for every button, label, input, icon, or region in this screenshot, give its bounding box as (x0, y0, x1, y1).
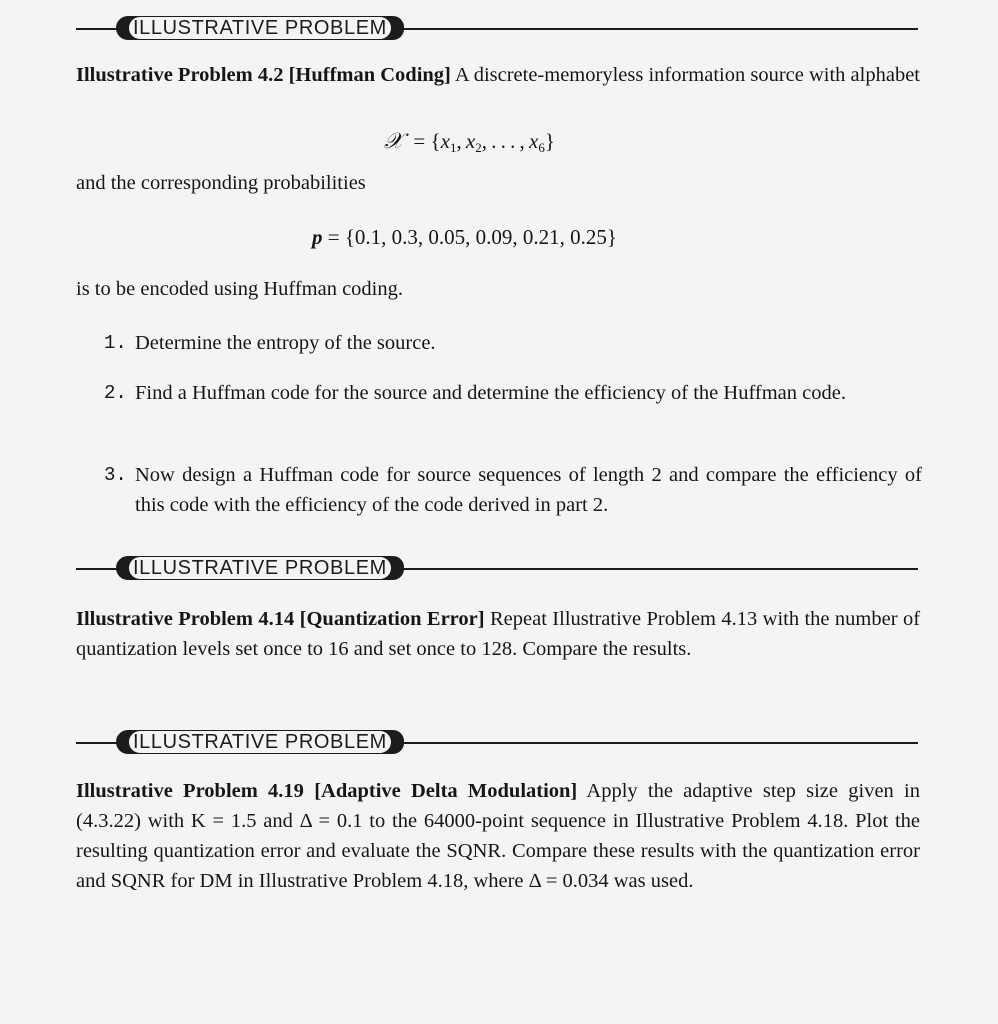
problem-4-14-body: Repeat Illustrative Problem 4.13 with the number of quantization levels set once to 16 and set once to 128. Compare the results. (76, 608, 921, 660)
list-item-number: 3. (104, 464, 127, 486)
list-item-text: Find a Huffman code for the source and determine the efficiency of the Huffman code. (135, 382, 846, 404)
banner-label (116, 556, 404, 580)
list-item-number: 2. (104, 382, 127, 404)
banner-label-text: ILLUSTRATIVE PROBLEM (129, 731, 391, 753)
alphabet-set: = {$x_1$, $x_2$, . . . , $x_6$} (408, 129, 555, 155)
problem-4-14 (76, 604, 920, 664)
list-item-number: 1. (104, 332, 127, 354)
probabilities-intro: and the corresponding probabilities (76, 172, 366, 194)
problem-4-2-topic: [Huffman Coding] (288, 64, 451, 86)
problem-4-14-topic: [Quantization Error] (299, 608, 485, 630)
prob-symbol: p (312, 225, 323, 249)
probability-equation (312, 222, 617, 252)
alphabet-symbol: 𝒳 (384, 129, 403, 154)
problem-4-19-body: Apply the adaptive step size given in (4.3.22) with K = 1.5 and Δ = 0.1 to the 64000-point sequence in Illustrative Problem 4.18. Plot the resulting quantization error and evaluate the SQNR. Compare these results with the quantization error and SQNR for DM in Illustrative Problem 4.18, where Δ = 0.034 was used. (76, 780, 920, 892)
section-banner (76, 16, 918, 42)
problem-4-2-intro-text: A discrete-memoryless information source with alphabet (454, 64, 920, 86)
problem-4-14-title: Illustrative Problem 4.14 (76, 608, 295, 630)
list-item (104, 328, 922, 358)
problem-4-19 (76, 776, 920, 896)
prob-values: = {0.1, 0.3, 0.05, 0.09, 0.21, 0.25} (327, 225, 618, 249)
banner-label-text: ILLUSTRATIVE PROBLEM (129, 17, 391, 39)
banner-label (116, 730, 404, 754)
problem-4-2-intro (76, 60, 920, 90)
banner-label-text: ILLUSTRATIVE PROBLEM (129, 557, 391, 579)
problem-4-19-title: Illustrative Problem 4.19 (76, 780, 304, 802)
list-item-text: Now design a Huffman code for source sequences of length 2 and compare the efficiency of this code with the efficiency of the code derived in part 2. (135, 464, 922, 516)
list-item (104, 378, 922, 408)
list-item (104, 460, 922, 520)
banner-label (116, 16, 404, 40)
problem-4-2-outro: is to be encoded using Huffman coding. (76, 278, 403, 300)
problem-4-19-topic: [Adaptive Delta Modulation] (314, 780, 578, 802)
section-banner (76, 556, 918, 582)
section-banner (76, 730, 918, 756)
alphabet-equation (384, 126, 555, 163)
problem-4-2-title: Illustrative Problem 4.2 (76, 64, 284, 86)
list-item-text: Determine the entropy of the source. (135, 332, 436, 354)
